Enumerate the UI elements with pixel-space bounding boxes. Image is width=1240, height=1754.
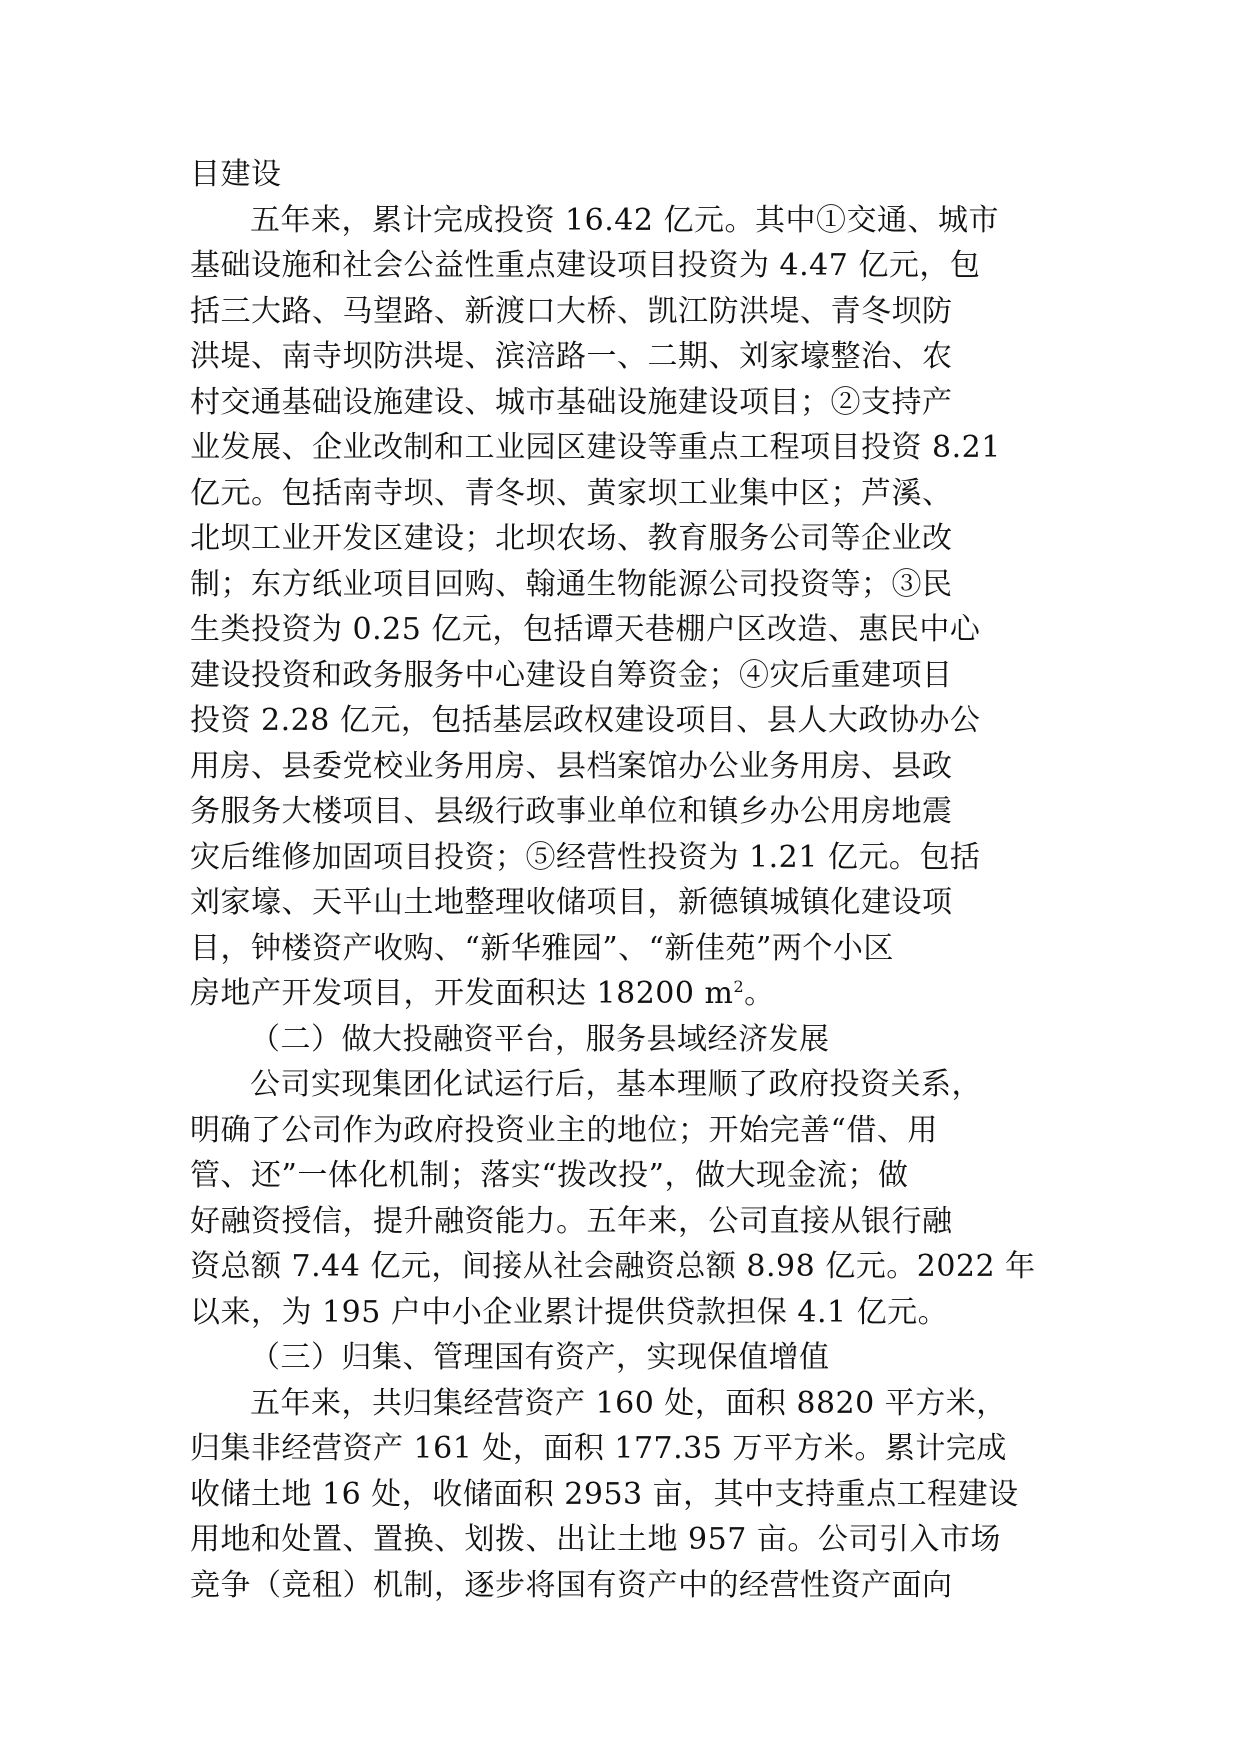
section-heading-2: （二）做大投融资平台，服务县域经济发展	[250, 1021, 830, 1057]
paragraph-financing: 公司实现集团化试运行后，基本理顺了政府投资关系， 明确了公司作为政府投资业主的地位；开始完善“借、用 管、还”一体化机制；落实“拨改投”，做大现金流；做 好融资授信，提升融资能力。五年来，公司直接从银行融 资总额 7.44 亿元，间接从社会融资总额 8.98 亿元。2022 年 以来，为 195 户中小企业累计提供贷款担保 4.1 亿元。	[190, 1067, 1036, 1330]
paragraph-investment-text: 五年来，累计完成投资 16.42 亿元。其中①交通、城市 基础设施和社会公益性重点建设项目投资为 4.47 亿元，包 括三大路、马望路、新渡口大桥、凯江防洪堤、青冬坝防 洪堤、南寺坝防洪堤、滨涪路一、二期、刘家壕整治、农 村交通基础设施建设、城市基础设施建设项目；②支持产 业发展、企业改制和工业园区建设等重点工程项目投资 8.21 亿元。包括南寺坝、青冬坝、黄家坝工业集中区；芦溪、 北坝工业开发区建设；北坝农场、教育服务公司等企业改 制；东方纸业项目回购、翰通生物能源公司投资等；③民 生类投资为 0.25 亿元，包括谭天巷棚户区改造、惠民中心 建设投资和政务服务中心建设自筹资金；④灾后重建项目 投资 2.28 亿元，包括基层政权建设项目、县人大政协办公 用房、县委党校业务用房、县档案馆办公业务用房、县政 务服务大楼项目、县级行政事业单位和镇乡办公用房地震 灾后维修加固项目投资；⑤经营性投资为 1.21 亿元。包括 刘家壕、天平山土地整理收储项目，新德镇城镇化建设项 目，钟楼资产收购、“新华雅园”、“新佳苑”两个小区 房地产开发项目，开发面积达 18200 m	[190, 202, 1001, 1011]
paragraph-investment	[190, 198, 1050, 1017]
section-heading-3: （三）归集、管理国有资产，实现保值增值	[250, 1340, 830, 1375]
document-page	[190, 152, 1050, 1608]
superscript-2: 2	[733, 977, 745, 996]
paragraph-assets: 五年来，共归集经营资产 160 处，面积 8820 平方米， 归集非经营资产 161 处，面积 177.35 万平方米。累计完成 收储土地 16 处，收储面积 2953 亩，其中支持重点工程建设 用地和处置、置换、划拨、出让土地 957 亩。公司引入市场 竞争（竞租）机制，逐步将国有资产中的经营性资产面向	[190, 1385, 1019, 1603]
paragraph-investment-end: 。	[744, 976, 775, 1011]
continued-line: 目建设	[190, 157, 282, 192]
